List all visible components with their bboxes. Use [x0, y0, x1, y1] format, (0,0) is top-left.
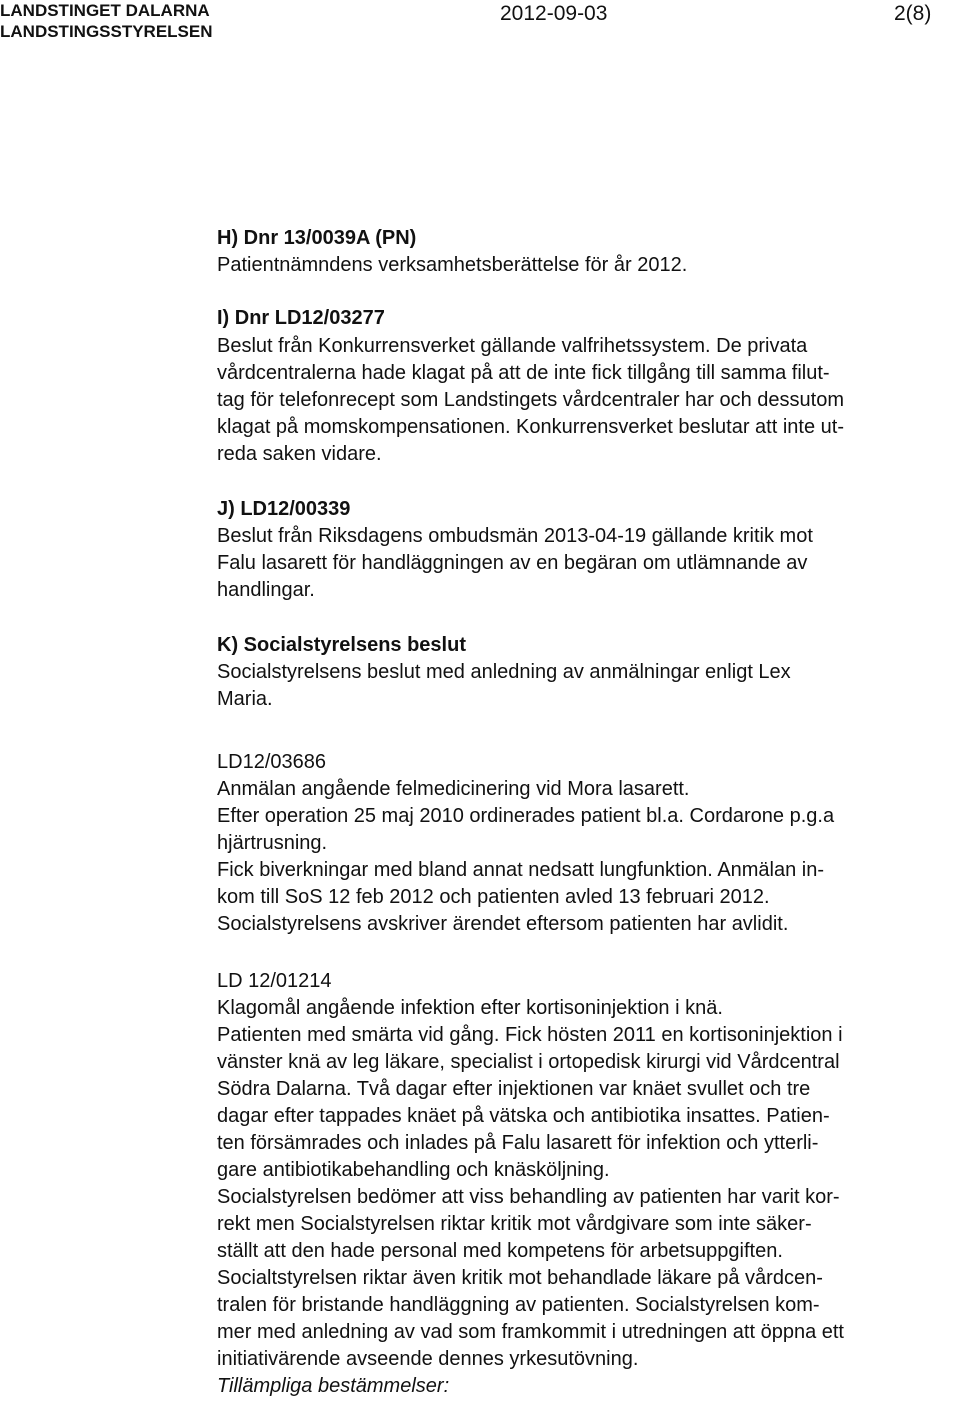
applicable-provisions-label: Tillämpliga bestämmelser:	[217, 1375, 450, 1397]
text-line: Patientnämndens verksamhetsberättelse för år 2012.	[217, 254, 688, 276]
text-line: initiativärende avseende dennes yrkesutövning.	[217, 1348, 639, 1370]
document-date: 2012-09-03	[500, 2, 608, 25]
text-line: Falu lasarett för handläggningen av en begäran om utlämnande av	[217, 552, 808, 574]
text-line: Socialstyrelsens beslut med anledning av anmälningar enligt Lex	[217, 661, 791, 683]
organization-name: LANDSTINGET DALARNA	[0, 1, 210, 20]
text-line: Maria.	[217, 688, 273, 710]
text-line: ställt att den hade personal med kompetens för arbetsuppgiften.	[217, 1240, 783, 1262]
text-line: rekt men Socialstyrelsen riktar kritik mot vårdgivare som inte säker-	[217, 1213, 812, 1235]
text-line: Socialtstyrelsen riktar även kritik mot behandlade läkare på vårdcen-	[217, 1267, 823, 1289]
text-line: Klagomål angående infektion efter kortisoninjektion i knä.	[217, 997, 723, 1019]
text-line: Socialstyrelsens avskriver ärendet eftersom patienten har avlidit.	[217, 913, 789, 935]
text-line: Beslut från Riksdagens ombudsmän 2013-04-19 gällande kritik mot	[217, 525, 813, 547]
text-line: Efter operation 25 maj 2010 ordinerades patient bl.a. Cordarone p.g.a	[217, 805, 835, 827]
case-ld12-03686-number: LD12/03686	[217, 751, 326, 773]
text-line: gare antibiotikabehandling och knäsköljning.	[217, 1159, 610, 1181]
text-line: Södra Dalarna. Två dagar efter injektionen var knäet svullet och tre	[217, 1078, 811, 1100]
text-line: dagar efter tappades knäet på vätska och antibiotika insattes. Patien-	[217, 1105, 830, 1127]
text-line: Patienten med smärta vid gång. Fick hösten 2011 en kortisoninjektion i	[217, 1024, 843, 1046]
text-line: Socialstyrelsen bedömer att viss behandling av patienten har varit kor-	[217, 1186, 840, 1208]
department-name: LANDSTINGSSTYRELSEN	[0, 22, 213, 41]
text-line: vårdcentralerna hade klagat på att de inte fick tillgång till samma filut-	[217, 362, 830, 384]
section-k-heading: K) Socialstyrelsens beslut	[217, 634, 466, 656]
text-line: Fick biverkningar med bland annat nedsatt lungfunktion. Anmälan in-	[217, 859, 825, 881]
text-line: hjärtrusning.	[217, 832, 328, 854]
text-line: Beslut från Konkurrensverket gällande valfrihetssystem. De privata	[217, 335, 808, 357]
text-line: handlingar.	[217, 579, 315, 601]
organization-header	[0, 0, 213, 42]
section-i-heading: I) Dnr LD12/03277	[217, 307, 385, 329]
case-ld12-01214-number: LD 12/01214	[217, 970, 332, 992]
section-j-heading: J) LD12/00339	[217, 498, 351, 520]
page-number: 2(8)	[894, 2, 932, 25]
text-line: mer med anledning av vad som framkommit i utredningen att öppna ett	[217, 1321, 844, 1343]
text-line: Anmälan angående felmedicinering vid Mora lasarett.	[217, 778, 690, 800]
text-line: vänster knä av leg läkare, specialist i ortopedisk kirurgi vid Vårdcentral	[217, 1051, 840, 1073]
text-line: reda saken vidare.	[217, 443, 382, 465]
text-line: tralen för bristande handläggning av patienten. Socialstyrelsen kom-	[217, 1294, 820, 1316]
text-line: ten försämrades och inlades på Falu lasarett för infektion och ytterli-	[217, 1132, 819, 1154]
text-line: tag för telefonrecept som Landstingets vårdcentraler har och dessutom	[217, 389, 845, 411]
text-line: kom till SoS 12 feb 2012 och patienten avled 13 februari 2012.	[217, 886, 770, 908]
text-line: klagat på momskompensationen. Konkurrensverket beslutar att inte ut-	[217, 416, 844, 438]
section-h-heading: H) Dnr 13/0039A (PN)	[217, 227, 417, 249]
